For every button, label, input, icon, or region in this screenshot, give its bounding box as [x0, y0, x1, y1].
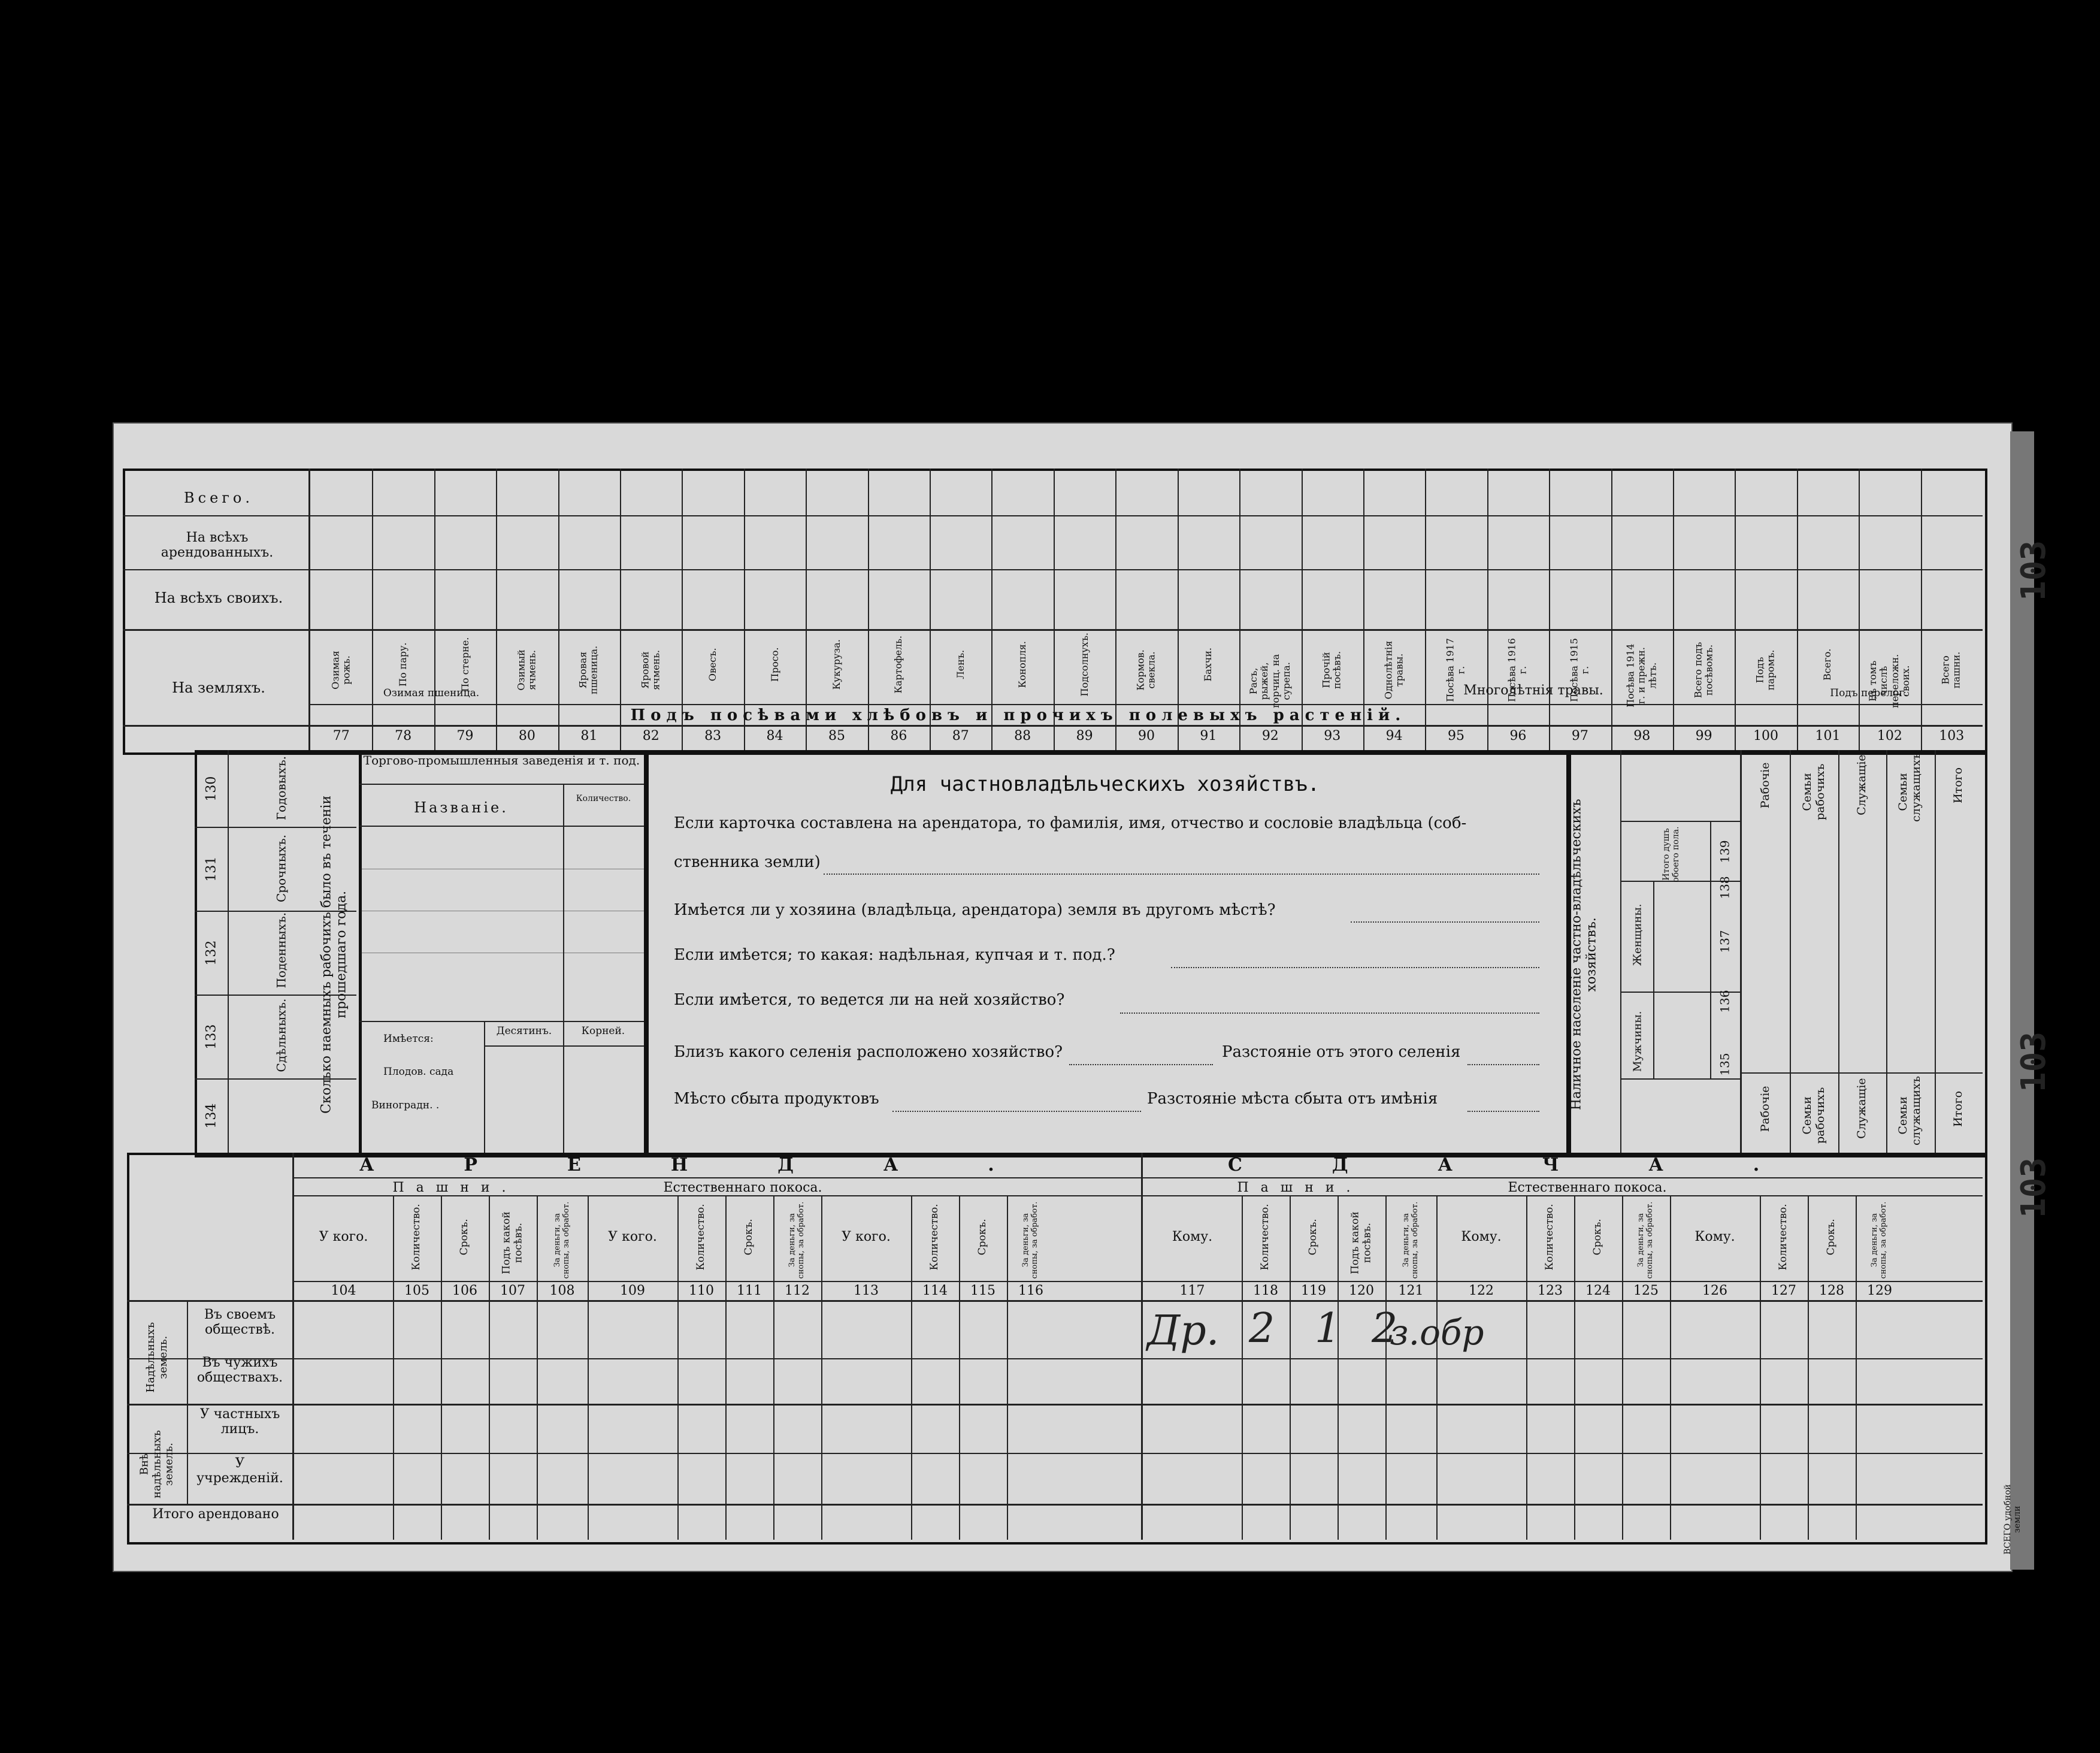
question-market-distance: Разстояніе мѣста сбыта отъ имѣнія: [1147, 1090, 1438, 1108]
crop-col-number: 95: [1448, 729, 1465, 743]
crop-col-divider: [1859, 469, 1860, 750]
orchard-plod-sada: Плодов. сада: [383, 1066, 454, 1078]
population-col-divider: [1838, 750, 1839, 1153]
crop-header: Яровой ячмень.: [639, 649, 662, 690]
population-number: 137: [1717, 930, 1732, 953]
hired-label: Сдѣльныхъ.: [274, 998, 289, 1072]
crop-col-number: 91: [1200, 729, 1217, 743]
row-label-zemlyah: На земляхъ.: [172, 679, 265, 696]
crop-banner: Подъ посѣвами хлѣбовъ и прочихъ полевыхъ растеній.: [630, 706, 1406, 724]
sdacha-col-header: За деньги, за снопы, за обработ.: [1870, 1201, 1888, 1279]
lease-col-divider: [821, 1195, 822, 1540]
crop-col-number: 100: [1753, 729, 1779, 743]
lease-col-divider: [1242, 1195, 1243, 1540]
crop-col-number: 103: [1939, 729, 1965, 743]
trade-name-label: Названіе.: [414, 799, 509, 816]
orchard-vinograd: Виноградн. .: [371, 1099, 440, 1111]
crop-header: Однолѣтнія травы.: [1382, 640, 1405, 700]
sdacha-col-header: Кому.: [1172, 1229, 1213, 1244]
lease-col-number: 115: [970, 1283, 995, 1298]
hired-side-label: [319, 751, 350, 1158]
crop-col-number: 93: [1324, 729, 1341, 743]
lease-col-divider: [1526, 1195, 1527, 1540]
population-number: 139: [1717, 840, 1732, 863]
population-number: 135: [1717, 1053, 1732, 1076]
crop-header: По стерне.: [459, 637, 471, 692]
lease-col-number: 113: [854, 1283, 879, 1298]
population-col-label: Итого: [1951, 767, 1965, 803]
population-col-label: Служащіе: [1855, 754, 1869, 815]
crop-col-divider: [1735, 469, 1736, 750]
lease-col-number: 104: [331, 1283, 356, 1298]
sdacha-col-header: Количество.: [1259, 1204, 1272, 1271]
crop-col-number: 98: [1633, 729, 1651, 743]
lease-col-number: 129: [1867, 1283, 1892, 1298]
crop-header: Посѣва 1914 г. и прежн. лѣтъ.: [1624, 643, 1659, 708]
crop-header: Картофель.: [892, 635, 904, 694]
question-owner-cont: ственника земли): [674, 853, 821, 871]
lease-col-divider: [1436, 1195, 1438, 1540]
lease-col-divider: [1007, 1195, 1008, 1540]
sdacha-col-header: Кому.: [1461, 1229, 1502, 1244]
lease-col-number: 127: [1771, 1283, 1796, 1298]
row-chastnyh: У частныхъ лицъ.: [199, 1407, 280, 1437]
lease-col-number: 117: [1179, 1283, 1205, 1298]
lease-col-number: 124: [1585, 1283, 1611, 1298]
lease-col-number: 125: [1633, 1283, 1659, 1298]
population-number: 138: [1717, 876, 1732, 899]
crop-col-number: 88: [1014, 729, 1031, 743]
page-number-stamp-top: 103: [2014, 540, 2054, 602]
lease-col-divider: [588, 1195, 589, 1540]
crop-header: По пару.: [397, 642, 408, 687]
hired-label: Поденныхъ.: [274, 912, 289, 989]
crop-col-number: 97: [1571, 729, 1588, 743]
arenda-col-header: У кого.: [319, 1229, 368, 1244]
crop-col-number: 86: [890, 729, 907, 743]
sdacha-col-header: За деньги, за снопы, за обработ.: [1636, 1201, 1654, 1279]
lease-col-divider: [489, 1195, 490, 1540]
handwriting-1: 1: [1315, 1305, 1341, 1352]
pop-men: Мужчины.: [1631, 1011, 1644, 1072]
lease-col-divider: [1856, 1195, 1857, 1540]
arenda-pokos: Естественнаго покоса.: [663, 1180, 822, 1195]
hired-side-text: Сколько наемныхъ рабочихъ было въ теченіи прошедшаго года.: [319, 795, 349, 1114]
question-other-land: Имѣется ли у хозяина (владѣльца, арендатора) земля въ другомъ мѣстѣ?: [674, 901, 1276, 919]
lease-col-divider: [393, 1195, 394, 1540]
arenda-col-header: За деньги, за снопы, за обработ.: [788, 1201, 806, 1279]
population-col-label: Семьи служащихъ: [1896, 1076, 1923, 1146]
row-label-arendovannyh: На всѣхъ арендованныхъ.: [161, 530, 274, 561]
question-owner: Если карточка составлена на арендатора, то фамилія, имя, отчество и сословіе владѣльца (соб-: [674, 814, 1467, 832]
arenda-col-header: У кого.: [842, 1229, 891, 1244]
arenda-col-header: За деньги, за снопы, за обработ.: [1021, 1201, 1039, 1279]
group-pod-perelog: Подъ перелог.: [1830, 687, 1908, 699]
crop-col-number: 99: [1695, 729, 1712, 743]
card-edge: [2010, 431, 2034, 1570]
hired-number: 131: [204, 856, 219, 882]
lease-col-divider: [1385, 1195, 1387, 1540]
orchard-has: Имѣется:: [383, 1033, 434, 1045]
lease-col-number: 116: [1018, 1283, 1043, 1298]
crop-col-number: 82: [642, 729, 659, 743]
sdacha-col-header: Срокъ.: [1591, 1219, 1604, 1256]
question-village: Близъ какого селенія расположено хозяйство?: [674, 1043, 1063, 1061]
crop-header: Озимая рожь.: [329, 651, 352, 690]
private-farm-title: Для частновладѣльческихъ хозяйствъ.: [890, 772, 1320, 796]
lease-col-divider: [1622, 1195, 1623, 1540]
row-uchrezhdenii: У учрежденій.: [196, 1456, 283, 1486]
population-col-label: Итого: [1951, 1090, 1965, 1127]
crop-col-number: 84: [766, 729, 783, 743]
crop-header: Всего пашни.: [1939, 651, 1963, 689]
population-side-text: Наличное населеніе частно-владѣльческихъ хозяйствъ.: [1569, 799, 1599, 1111]
lease-col-number: 122: [1469, 1283, 1494, 1298]
lease-col-number: 110: [689, 1283, 714, 1298]
question-village-distance: Разстояніе отъ этого селенія: [1222, 1043, 1461, 1061]
lease-col-number: 106: [452, 1283, 477, 1298]
crop-header: Всего подъ посѣвомъ.: [1692, 642, 1715, 699]
population-col-label: Рабочіе: [1759, 762, 1772, 809]
lease-col-divider: [1808, 1195, 1809, 1540]
hired-label: Годовыхъ.: [274, 755, 289, 821]
crop-header: Яровая пшеница.: [577, 645, 600, 695]
crop-col-number: 79: [456, 729, 474, 743]
crop-col-number: 78: [395, 729, 412, 743]
sdacha-col-header: Срокъ.: [1825, 1219, 1838, 1256]
arenda-col-header: Количество.: [410, 1204, 423, 1271]
lease-col-divider: [725, 1195, 727, 1540]
crop-col-number: 96: [1509, 729, 1527, 743]
arenda-col-header: Количество.: [695, 1204, 707, 1271]
lease-col-divider: [441, 1195, 442, 1540]
population-block: [1566, 750, 1987, 1157]
hired-label: Срочныхъ.: [274, 835, 289, 902]
orchard-desyatin: Десятинъ.: [496, 1025, 552, 1037]
crop-col-number: 92: [1261, 729, 1279, 743]
lease-col-number: 121: [1398, 1283, 1424, 1298]
arenda-col-header: Срокъ.: [458, 1219, 471, 1256]
hired-number: 133: [204, 1024, 219, 1050]
crop-header: Кормов. свекла.: [1134, 649, 1157, 691]
sdacha-pashni: Пашни.: [1237, 1180, 1363, 1195]
lease-col-number: 111: [737, 1283, 762, 1298]
crop-header: Подъ паромъ.: [1754, 649, 1777, 691]
crop-col-number: 102: [1877, 729, 1902, 743]
row-svoem: Въ своемъ обществѣ.: [204, 1307, 276, 1338]
population-col-divider: [1886, 750, 1887, 1153]
group-nadel: Надѣльныхъ земель.: [144, 1322, 170, 1393]
crop-header: Бахчи.: [1202, 647, 1214, 682]
hired-number: 134: [204, 1103, 219, 1129]
page-number-stamp-mid: 103: [2014, 1031, 2054, 1093]
crop-header: Подсолнухъ.: [1078, 632, 1090, 697]
crop-col-number: 101: [1815, 729, 1841, 743]
crop-col-number: 80: [518, 729, 535, 743]
crop-col-number: 83: [704, 729, 722, 743]
handwriting-2b: 2: [1372, 1305, 1398, 1352]
pop-women: Женщины.: [1631, 903, 1644, 966]
crop-col-number: 87: [952, 729, 969, 743]
orchard-kornei: Корней.: [581, 1025, 625, 1037]
crop-header: Ленъ.: [954, 649, 966, 679]
crop-header: Всего.: [1821, 648, 1833, 681]
lease-col-divider: [959, 1195, 960, 1540]
population-col-label: Служащіе: [1855, 1078, 1869, 1139]
lease-col-number: 114: [922, 1283, 948, 1298]
population-number: 136: [1717, 990, 1732, 1013]
trade-title: Торгово-промышленныя заведенія и т. под.: [363, 753, 640, 767]
lease-col-number: 118: [1253, 1283, 1278, 1298]
crop-col-number: 85: [828, 729, 845, 743]
arenda-header: АРЕНДА.: [359, 1154, 1084, 1175]
crop-col-divider: [1921, 469, 1922, 750]
arenda-col-header: Подъ какой посѣвъ.: [500, 1211, 524, 1274]
lease-col-divider: [773, 1195, 774, 1540]
group-ozimaya-pshenitsa: Озимая пшеница.: [383, 687, 480, 699]
crop-header: Озимый ячмень.: [515, 649, 538, 691]
lease-col-number: 123: [1538, 1283, 1563, 1298]
crop-col-divider: [1797, 469, 1798, 750]
crop-header: Просо.: [768, 647, 780, 682]
row-label-vsego: Всего.: [184, 489, 253, 506]
margin-note: ВСЕГО удобной земли: [2002, 1484, 2022, 1555]
lease-col-number: 128: [1819, 1283, 1844, 1298]
crop-header: Посѣва 1915 г.: [1568, 638, 1591, 702]
population-col-label: Семьи рабочихъ: [1800, 763, 1827, 821]
lease-col-divider: [1670, 1195, 1671, 1540]
lease-col-divider: [1290, 1195, 1291, 1540]
handwriting-zobr: з.обр: [1390, 1312, 1484, 1353]
sdacha-col-header: Количество.: [1777, 1204, 1790, 1271]
lease-col-number: 126: [1702, 1283, 1727, 1298]
arenda-col-header: Количество.: [928, 1204, 941, 1271]
question-farming: Если имѣется, то ведется ли на ней хозяйство?: [674, 991, 1065, 1009]
handwriting-2: 2: [1249, 1305, 1275, 1352]
trade-qty-label: Количество.: [576, 794, 631, 803]
crop-header: Кукуруза.: [830, 639, 842, 690]
crop-col-number: 90: [1137, 729, 1155, 743]
population-col-divider: [1790, 750, 1791, 1153]
crop-header: Прочій посѣвъ.: [1320, 651, 1343, 689]
crop-header: Овесъ.: [706, 648, 718, 682]
crop-header: Посѣва 1917 г.: [1444, 638, 1467, 702]
lease-col-divider: [911, 1195, 912, 1540]
arenda-col-header: Срокъ.: [743, 1219, 755, 1256]
population-side-label: [1569, 787, 1600, 1122]
question-market: Мѣсто сбыта продуктовъ: [674, 1090, 879, 1108]
sdacha-header: СДАЧА.: [1228, 1154, 1850, 1175]
crop-col-number: 94: [1385, 729, 1403, 743]
arenda-col-header: Срокъ.: [976, 1219, 989, 1256]
lease-col-number: 109: [620, 1283, 645, 1298]
sdacha-col-header: Количество.: [1544, 1204, 1556, 1271]
crop-col-number: 77: [332, 729, 350, 743]
lease-col-number: 112: [785, 1283, 810, 1298]
crop-header: Конопля.: [1016, 641, 1028, 688]
lease-col-divider: [677, 1195, 679, 1540]
crop-col-number: 89: [1076, 729, 1093, 743]
lease-col-number: 105: [404, 1283, 429, 1298]
arenda-pashni: Пашни.: [392, 1180, 518, 1195]
page-number-stamp-bottom: 103: [2014, 1157, 2054, 1219]
lease-col-divider: [1338, 1195, 1339, 1540]
question-land-type: Если имѣется; то какая: надѣльная, купчая и т. под.?: [674, 946, 1115, 964]
population-col-label: Рабочіе: [1759, 1086, 1772, 1132]
lease-col-number: 120: [1349, 1283, 1374, 1298]
sdacha-col-header: Кому.: [1694, 1229, 1735, 1244]
hired-number: 132: [204, 940, 219, 966]
sdacha-pokos: Естественнаго покоса.: [1508, 1180, 1667, 1195]
sdacha-col-header: Подъ какой посѣвъ.: [1349, 1211, 1373, 1274]
sdacha-col-header: За деньги, за снопы, за обработ.: [1401, 1201, 1420, 1279]
arenda-col-header: За деньги, за снопы, за обработ.: [552, 1201, 571, 1279]
group-vne-nadel: Внѣ надѣльныхъ земель.: [138, 1430, 175, 1498]
lease-col-number: 107: [500, 1283, 525, 1298]
crop-col-number: 81: [580, 729, 598, 743]
lease-table: [127, 1153, 1987, 1545]
crop-header: Въ томъ числѣ переложн. своих.: [1867, 654, 1912, 708]
lease-col-divider: [537, 1195, 538, 1540]
population-col-label: Семьи рабочихъ: [1800, 1087, 1827, 1144]
lease-col-number: 108: [549, 1283, 575, 1298]
lease-col-divider: [1574, 1195, 1575, 1540]
row-chuzhih: Въ чужихъ обществахъ.: [196, 1355, 283, 1386]
arenda-col-header: У кого.: [608, 1229, 657, 1244]
pop-itogo: Итого душъ обоего пола.: [1661, 826, 1681, 882]
sdacha-col-header: Срокъ.: [1307, 1219, 1320, 1256]
group-mnogoletnie-travy: Многолѣтнія травы.: [1463, 683, 1603, 698]
population-col-divider: [1935, 750, 1936, 1153]
handwriting-dr: Др.: [1147, 1307, 1220, 1355]
lease-col-number: 119: [1301, 1283, 1326, 1298]
row-itogo-arendovano: Итого арендовано: [152, 1507, 279, 1522]
row-label-svoih: На всѣхъ своихъ.: [154, 590, 283, 606]
crop-header: Расъ, рыжей, горчиц. на сурепа.: [1248, 654, 1293, 708]
population-col-label: Семьи служащихъ: [1896, 752, 1923, 822]
hired-number: 130: [204, 776, 219, 802]
crop-header: Посѣва 1916 г.: [1506, 638, 1529, 702]
lease-col-divider: [1760, 1195, 1761, 1540]
